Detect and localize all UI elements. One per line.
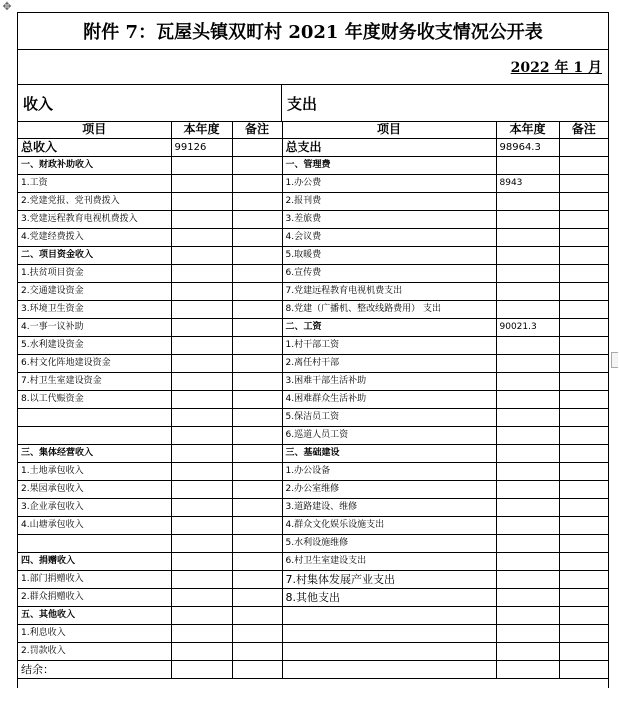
- expense-year-cell: [496, 553, 559, 571]
- expense-note-cell: [559, 553, 608, 571]
- total-income-value: 99126: [171, 139, 232, 157]
- expense-item-cell: 8.其他支出: [282, 589, 496, 607]
- income-item-cell: 2.果园承包收入: [18, 481, 171, 499]
- expense-year-cell: 8943: [496, 175, 559, 193]
- totals-row: [18, 139, 608, 157]
- expense-item-cell: 6.宣传费: [282, 265, 496, 283]
- table-row: [18, 409, 608, 427]
- expense-year-cell: [496, 643, 559, 661]
- income-year-cell: [171, 229, 232, 247]
- expense-year-cell: [496, 391, 559, 409]
- table-row: [18, 355, 608, 373]
- expense-item-cell: 4.困难群众生活补助: [282, 391, 496, 409]
- expense-note-cell: [559, 247, 608, 265]
- expense-year-cell: [496, 229, 559, 247]
- expense-note-cell: [559, 211, 608, 229]
- expense-note-cell: [559, 301, 608, 319]
- expense-note-cell: [559, 517, 608, 535]
- income-item-cell: [18, 409, 171, 427]
- income-item-cell: 1.部门捐赠收入: [18, 571, 171, 589]
- expense-year-cell: [496, 607, 559, 625]
- expense-year-cell: [496, 571, 559, 589]
- income-note-cell: [232, 319, 282, 337]
- income-item-cell: [18, 427, 171, 445]
- expense-note-cell: [559, 157, 608, 175]
- income-note-cell: [232, 535, 282, 553]
- income-note-cell: [232, 301, 282, 319]
- income-item-cell: 8.以工代赈资金: [18, 391, 171, 409]
- expense-year-cell: [496, 409, 559, 427]
- expense-note-cell: [559, 427, 608, 445]
- expense-year-cell: [496, 157, 559, 175]
- table-row: [18, 553, 608, 571]
- expense-note-header: 备注: [559, 121, 608, 139]
- income-note-cell: [232, 157, 282, 175]
- table-row: [18, 535, 608, 553]
- table-row: [18, 301, 608, 319]
- income-year-cell: [171, 391, 232, 409]
- expense-note-cell: [559, 625, 608, 643]
- expense-note-cell: [559, 229, 608, 247]
- income-note-cell: [232, 463, 282, 481]
- expense-year-cell: [496, 301, 559, 319]
- income-note-cell: [232, 517, 282, 535]
- expense-item-cell: 1.村干部工资: [282, 337, 496, 355]
- total-expense-value: 98964.3: [496, 139, 559, 157]
- expense-year-cell: [496, 661, 559, 679]
- expense-note-cell: [559, 175, 608, 193]
- income-year-cell: [171, 211, 232, 229]
- income-year-cell: [171, 193, 232, 211]
- income-note-cell: [232, 445, 282, 463]
- income-year-cell: [171, 319, 232, 337]
- total-expense-note: [559, 139, 608, 157]
- income-year-cell: [171, 157, 232, 175]
- income-item-cell: 1.工资: [18, 175, 171, 193]
- table-row: [18, 247, 608, 265]
- income-note-cell: [232, 373, 282, 391]
- expense-item-cell: [282, 661, 496, 679]
- income-note-cell: [232, 391, 282, 409]
- income-year-cell: [171, 427, 232, 445]
- expense-note-cell: [559, 571, 608, 589]
- table-row: [18, 229, 608, 247]
- expense-year-cell: [496, 373, 559, 391]
- expense-note-cell: [559, 409, 608, 427]
- income-item-cell: 五、其他收入: [18, 607, 171, 625]
- table-row: [18, 373, 608, 391]
- expense-year-cell: [496, 283, 559, 301]
- income-note-cell: [232, 211, 282, 229]
- expense-item-cell: 一、管理费: [282, 157, 496, 175]
- expense-note-cell: [559, 319, 608, 337]
- income-note-cell: [232, 283, 282, 301]
- expense-year-cell: [496, 265, 559, 283]
- income-item-cell: 2.交通建设资金: [18, 283, 171, 301]
- expense-year-cell: [496, 247, 559, 265]
- table-row: [18, 391, 608, 409]
- table-row: [18, 625, 608, 643]
- expense-item-cell: 4.会议费: [282, 229, 496, 247]
- income-note-cell: [232, 553, 282, 571]
- expense-note-cell: [559, 373, 608, 391]
- income-note-cell: [232, 409, 282, 427]
- income-item-cell: 4.山塘承包收入: [18, 517, 171, 535]
- expense-year-cell: 90021.3: [496, 319, 559, 337]
- income-item-cell: 1.土地承包收入: [18, 463, 171, 481]
- expense-year-cell: [496, 337, 559, 355]
- income-item-cell: 1.扶贫项目资金: [18, 265, 171, 283]
- expense-item-cell: 二、工资: [282, 319, 496, 337]
- income-year-cell: [171, 643, 232, 661]
- expense-year-cell: [496, 535, 559, 553]
- income-year-cell: [171, 265, 232, 283]
- income-note-cell: [232, 571, 282, 589]
- table-row: [18, 193, 608, 211]
- income-year-cell: [171, 661, 232, 679]
- expense-item-cell: 6.巡道人员工资: [282, 427, 496, 445]
- income-item-cell: 3.党建远程教育电视机费拨入: [18, 211, 171, 229]
- table-row: [18, 607, 608, 625]
- income-year-cell: [171, 625, 232, 643]
- expense-note-cell: [559, 661, 608, 679]
- table-row: [18, 211, 608, 229]
- income-note-cell: [232, 643, 282, 661]
- income-year-cell: [171, 373, 232, 391]
- expense-note-cell: [559, 193, 608, 211]
- expense-note-cell: [559, 391, 608, 409]
- expense-note-cell: [559, 535, 608, 553]
- income-item-cell: 3.企业承包收入: [18, 499, 171, 517]
- income-note-cell: [232, 481, 282, 499]
- expense-item-cell: 2.办公室维修: [282, 481, 496, 499]
- expense-item-cell: 2.报刊费: [282, 193, 496, 211]
- expense-item-cell: 6.村卫生室建设支出: [282, 553, 496, 571]
- income-year-cell: [171, 589, 232, 607]
- income-item-cell: 1.利息收入: [18, 625, 171, 643]
- expense-note-cell: [559, 643, 608, 661]
- income-year-cell: [171, 463, 232, 481]
- income-year-cell: [171, 409, 232, 427]
- income-year-header: 本年度: [171, 121, 232, 139]
- income-year-cell: [171, 301, 232, 319]
- table-row: [18, 661, 608, 679]
- expense-note-cell: [559, 283, 608, 301]
- income-note-header: 备注: [232, 121, 282, 139]
- income-note-cell: [232, 499, 282, 517]
- income-year-cell: [171, 247, 232, 265]
- table-row: [18, 643, 608, 661]
- total-income-note: [232, 139, 282, 157]
- table-row: [18, 427, 608, 445]
- expense-note-cell: [559, 337, 608, 355]
- income-item-cell: 7.村卫生室建设资金: [18, 373, 171, 391]
- expense-year-header: 本年度: [496, 121, 559, 139]
- expense-note-cell: [559, 499, 608, 517]
- expense-year-cell: [496, 481, 559, 499]
- income-year-cell: [171, 355, 232, 373]
- expense-note-cell: [559, 607, 608, 625]
- income-year-cell: [171, 283, 232, 301]
- income-note-cell: [232, 337, 282, 355]
- income-item-cell: 4.一事一议补助: [18, 319, 171, 337]
- expense-year-cell: [496, 463, 559, 481]
- expense-note-cell: [559, 481, 608, 499]
- expense-year-cell: [496, 589, 559, 607]
- income-year-cell: [171, 571, 232, 589]
- income-year-cell: [171, 481, 232, 499]
- table-row: [18, 499, 608, 517]
- expense-item-cell: 8.党建（广播机、整改线路费用） 支出: [282, 301, 496, 319]
- expense-item-cell: 7.党建远程教育电视机费支出: [282, 283, 496, 301]
- expense-year-cell: [496, 625, 559, 643]
- expense-year-cell: [496, 211, 559, 229]
- section-header-row: [18, 85, 608, 122]
- income-note-cell: [232, 625, 282, 643]
- income-year-cell: [171, 175, 232, 193]
- expense-item-cell: 2.离任村干部: [282, 355, 496, 373]
- table-row: [18, 319, 608, 337]
- expense-note-cell: [559, 445, 608, 463]
- table-row: [18, 265, 608, 283]
- expense-item-cell: 7.村集体发展产业支出: [282, 571, 496, 589]
- income-item-cell: 2.罚款收入: [18, 643, 171, 661]
- income-note-cell: [232, 193, 282, 211]
- income-year-cell: [171, 337, 232, 355]
- expense-item-cell: 5.取暖费: [282, 247, 496, 265]
- income-item-cell: 5.水利建设资金: [18, 337, 171, 355]
- income-item-cell: 2.群众捐赠收入: [18, 589, 171, 607]
- expense-item-cell: [282, 607, 496, 625]
- table-row: [18, 571, 608, 589]
- income-year-cell: [171, 499, 232, 517]
- income-year-cell: [171, 445, 232, 463]
- income-note-cell: [232, 175, 282, 193]
- income-item-cell: [18, 535, 171, 553]
- expense-item-cell: [282, 625, 496, 643]
- expense-note-cell: [559, 265, 608, 283]
- expense-year-cell: [496, 355, 559, 373]
- table-row: [18, 463, 608, 481]
- income-note-cell: [232, 229, 282, 247]
- table-move-handle-icon[interactable]: ✥: [2, 0, 12, 13]
- scroll-marker: [611, 352, 618, 368]
- income-item-cell: 四、捐赠收入: [18, 553, 171, 571]
- table-row: [18, 337, 608, 355]
- expense-item-cell: 4.群众文化娱乐设施支出: [282, 517, 496, 535]
- expense-item-cell: [282, 643, 496, 661]
- expense-item-cell: 三、基础建设: [282, 445, 496, 463]
- income-section-header: 收入: [18, 85, 282, 121]
- expense-item-header: 项目: [282, 121, 496, 139]
- income-item-cell: 结余：: [18, 661, 171, 679]
- expense-note-cell: [559, 463, 608, 481]
- expense-item-cell: 5.保洁员工资: [282, 409, 496, 427]
- expense-note-cell: [559, 355, 608, 373]
- table-row: [18, 175, 608, 193]
- income-item-header: 项目: [18, 121, 171, 139]
- income-item-cell: 2.党建党报、党刊费拨入: [18, 193, 171, 211]
- total-income-label: 总收入: [18, 139, 171, 157]
- income-item-cell: 三、集体经营收入: [18, 445, 171, 463]
- expense-item-cell: 1.办公费: [282, 175, 496, 193]
- income-note-cell: [232, 247, 282, 265]
- table-row: [18, 589, 608, 607]
- income-note-cell: [232, 427, 282, 445]
- expense-section-header: 支出: [287, 94, 318, 113]
- expense-year-cell: [496, 445, 559, 463]
- table-row: [18, 283, 608, 301]
- expense-item-cell: 3.差旅费: [282, 211, 496, 229]
- income-note-cell: [232, 355, 282, 373]
- expense-year-cell: [496, 427, 559, 445]
- expense-note-cell: [559, 589, 608, 607]
- income-item-cell: 一、财政补助收入: [18, 157, 171, 175]
- income-year-cell: [171, 553, 232, 571]
- income-note-cell: [232, 589, 282, 607]
- income-note-cell: [232, 661, 282, 679]
- income-item-cell: 6.村文化阵地建设资金: [18, 355, 171, 373]
- income-expense-grid: [18, 121, 608, 679]
- income-item-cell: 4.党建经费拨入: [18, 229, 171, 247]
- expense-year-cell: [496, 193, 559, 211]
- income-year-cell: [171, 517, 232, 535]
- income-item-cell: 二、项目资金收入: [18, 247, 171, 265]
- expense-year-cell: [496, 517, 559, 535]
- table-row: [18, 445, 608, 463]
- table-row: [18, 517, 608, 535]
- total-expense-label: 总支出: [282, 139, 496, 157]
- expense-item-cell: 3.道路建设、维修: [282, 499, 496, 517]
- expense-year-cell: [496, 499, 559, 517]
- income-note-cell: [232, 265, 282, 283]
- income-item-cell: 3.环境卫生资金: [18, 301, 171, 319]
- column-header-row: [18, 121, 608, 139]
- expense-item-cell: 1.办公设备: [282, 463, 496, 481]
- income-note-cell: [232, 607, 282, 625]
- income-year-cell: [171, 535, 232, 553]
- income-year-cell: [171, 607, 232, 625]
- expense-item-cell: 3.困难干部生活补助: [282, 373, 496, 391]
- finance-disclosure-table: [17, 12, 609, 688]
- table-row: [18, 157, 608, 175]
- report-date: 2022 年 1 月: [18, 49, 608, 85]
- document-title: 附件 7：瓦屋头镇双町村 2021 年度财务收支情况公开表: [18, 13, 608, 50]
- expense-item-cell: 5.水利设施维修: [282, 535, 496, 553]
- table-row: [18, 481, 608, 499]
